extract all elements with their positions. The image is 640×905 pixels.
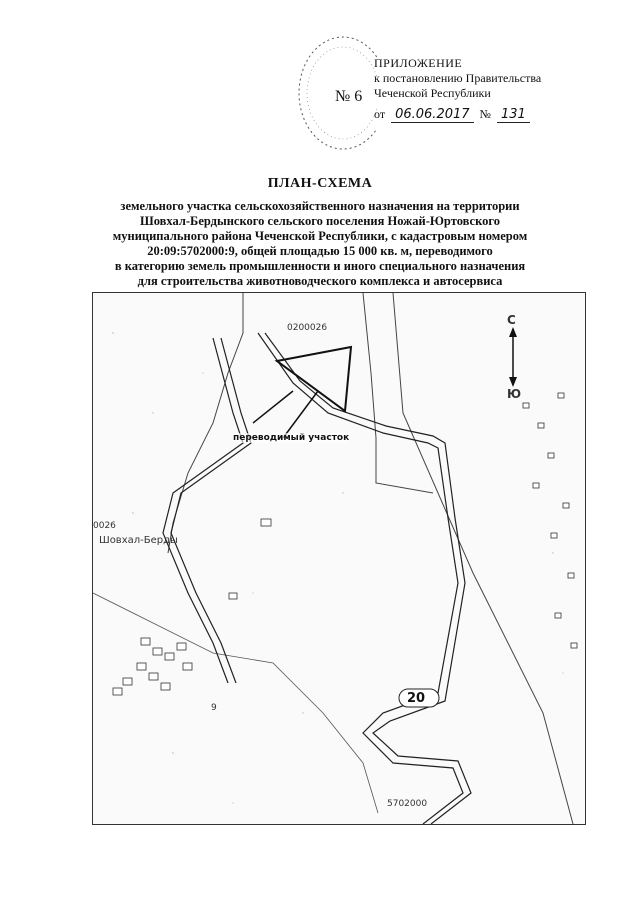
boundary-line (363, 293, 376, 438)
boundary-line (168, 293, 243, 553)
date-value: 06.06.2017 (391, 107, 473, 123)
appendix-line-2: Чеченской Республики (374, 86, 491, 100)
stamp-number: № 6 (335, 88, 363, 105)
title-line-5: в категорию земель промышленности и иного специального назначения (114, 259, 526, 273)
appendix-block (374, 56, 614, 123)
north-arrowhead (509, 327, 517, 337)
road (258, 333, 463, 824)
map-drawing (93, 293, 585, 824)
road (265, 333, 471, 824)
village-label: Шовхал-Берды (99, 535, 178, 546)
road (171, 338, 251, 683)
appendix-header: ПРИЛОЖЕНИЕ (374, 56, 463, 70)
number-prefix: № (479, 107, 491, 121)
title-line-2: Шовхал-Бердынского сельского поселения Ножай-Юртовского (140, 214, 500, 228)
south-arrowhead (509, 377, 517, 387)
quarter-label-left: 0026 (93, 521, 116, 531)
cadastral-map (92, 292, 586, 825)
title-main: ПЛАН-СХЕМА (267, 176, 373, 191)
title-line-4: 20:09:5702000:9, общей площадью 15 000 кв. м, переводимого (147, 244, 493, 258)
title-line-3: муниципального района Чеченской Республики, с кадастровым номером (112, 229, 528, 243)
quarter-label-top: 0200026 (287, 323, 328, 333)
road (163, 338, 243, 683)
boundary-line (93, 593, 378, 813)
map-texture (112, 332, 563, 803)
appendix-line-1: к постановлению Правительства (374, 71, 542, 85)
title-block (40, 176, 600, 289)
parcel-leader-line (253, 391, 293, 423)
lot-number: 9 (211, 703, 217, 713)
title-line-1: земельного участка сельскохозяйственного назначения на территории (120, 199, 520, 213)
date-prefix: от (374, 107, 386, 121)
parcel-label: переводимый участок (233, 433, 350, 443)
region-number: 20 (407, 691, 426, 706)
title-line-6: для строительства животноводческого комплекса и автосервиса (137, 274, 503, 288)
boundary-line (393, 293, 573, 824)
parcel-leader-line (283, 391, 318, 438)
compass-south: Ю (507, 387, 522, 401)
appendix-date-line (374, 107, 614, 123)
number-value: 131 (497, 107, 530, 123)
compass-north: С (507, 313, 516, 327)
quarter-label-bottom: 5702000 (387, 799, 428, 809)
boundary-line (376, 438, 433, 493)
